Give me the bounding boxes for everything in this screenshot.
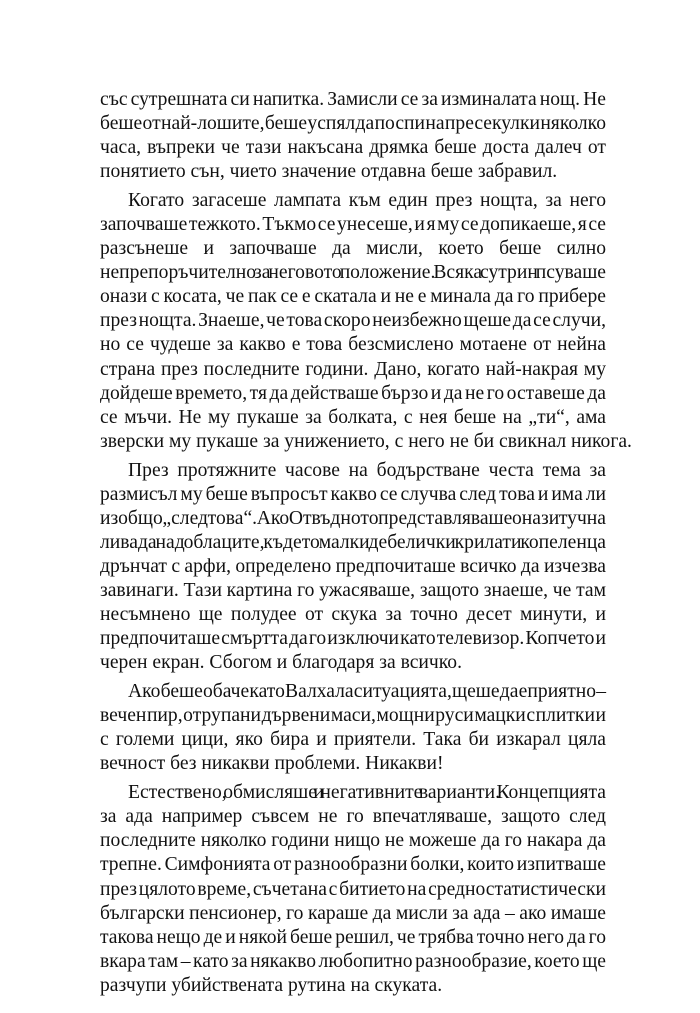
text-line: през цялото време, съчетана с битието на средностатистически	[100, 878, 606, 900]
paragraph-1	[100, 88, 606, 184]
text-line: изобщо „след това“. Ако Отвъдното представляваше онази тучна	[100, 507, 606, 529]
text-line: последните няколко години нищо не можеше да го накара да	[100, 830, 606, 852]
text-line: през нощта. Знаеше, че това скоро неизбежно щеше да се случи,	[100, 310, 606, 332]
text-line: През протяжните часове на бодърстване честа тема за	[128, 459, 606, 481]
text-line: беше от най-лошите, беше успял да поспи на пресекулки няколко	[100, 113, 606, 135]
text-line: дойдеше времето, тя да действаше бързо и да не го оставеше да	[100, 382, 606, 404]
text-line: несъмнено ще полудее от скука за точно десет минути, и	[100, 603, 606, 625]
text-line: страна през последните години. Дано, когато най-накрая му	[100, 358, 606, 380]
text-line: завинаги. Тази картина го ужасяваше, защото знаеше, че там	[100, 579, 606, 601]
page-text	[100, 88, 632, 1003]
text-line: черен екран. Сбогом и благодаря за всичко.	[100, 652, 462, 674]
text-line: с големи цици, яко бира и приятели. Така би изкарал цяла	[100, 729, 606, 751]
text-line: се мъчи. Не му пукаше за болката, с нея беше на „ти“, ама	[100, 406, 606, 428]
text-line: разсънеше и започваше да мисли, което беше силно	[100, 238, 606, 260]
text-line: размисъл му беше въпросът какво се случва след това и има ли	[100, 483, 606, 505]
text-line: но се чудеше за какво е това безсмислено мотаене от нейна	[100, 334, 606, 356]
text-line: вечност без никакви проблеми. Никакви!	[100, 753, 444, 775]
text-line: зверски му пукаше за унижението, с него не би свикнал никога.	[100, 430, 632, 452]
text-line: дрънчат с арфи, определено предпочиташе всичко да изчезва	[100, 555, 606, 577]
text-line: за ада например съвсем не го впечатляваше, защото след	[100, 806, 606, 828]
text-line: вечен пир, отрупани дървени маси, мощни руси мацки с плитки и	[100, 705, 606, 727]
text-line: ливада над облаците, където малки дебелички крилати копеленца	[100, 531, 606, 553]
paragraph-3	[100, 459, 606, 675]
paragraph-2	[100, 189, 632, 454]
text-line: започваше тежкото. Тъкмо се унесеше, и я му се допикаеше, я се	[100, 214, 606, 236]
text-line: Ако беше обаче като Валхала ситуацията, щеше да е приятно –	[128, 681, 606, 703]
text-line: часа, въпреки че тази накъсана дрямка беше доста далеч от	[100, 137, 606, 159]
text-line: непрепоръчително за неговото положение. Всяка сутрин псуваше	[100, 262, 606, 284]
paragraph-4	[100, 680, 606, 776]
text-line: Естествено, обмисляше и негативните варианти. Концепцията	[128, 782, 606, 804]
text-line: вкара там – като за някакво любопитно разнообразие, което ще	[100, 950, 606, 972]
text-line: трепне. Симфонията от разнообразни болки, които изпитваше	[100, 854, 606, 876]
text-line: предпочиташе смъртта да го изключи като телевизор. Копчето и	[100, 628, 606, 650]
text-line: такова нещо де и някой беше решил, че трябва точно него да го	[100, 926, 606, 948]
text-line: понятието сън, чието значение отдавна беше забравил.	[100, 161, 558, 183]
text-line: български пенсионер, го караше да мисли за ада – ако имаше	[100, 902, 606, 924]
text-line: онази с косата, че пак се е скатала и не е минала да го прибере	[100, 286, 606, 308]
text-line: разчупи убийствената рутина на скуката.	[100, 974, 443, 996]
paragraph-5	[100, 781, 606, 997]
text-line: със сутрешната си напитка. Замисли се за изминалата нощ. Не	[100, 89, 606, 110]
text-line: Когато загасеше лампата към един през нощта, за него	[128, 190, 606, 212]
